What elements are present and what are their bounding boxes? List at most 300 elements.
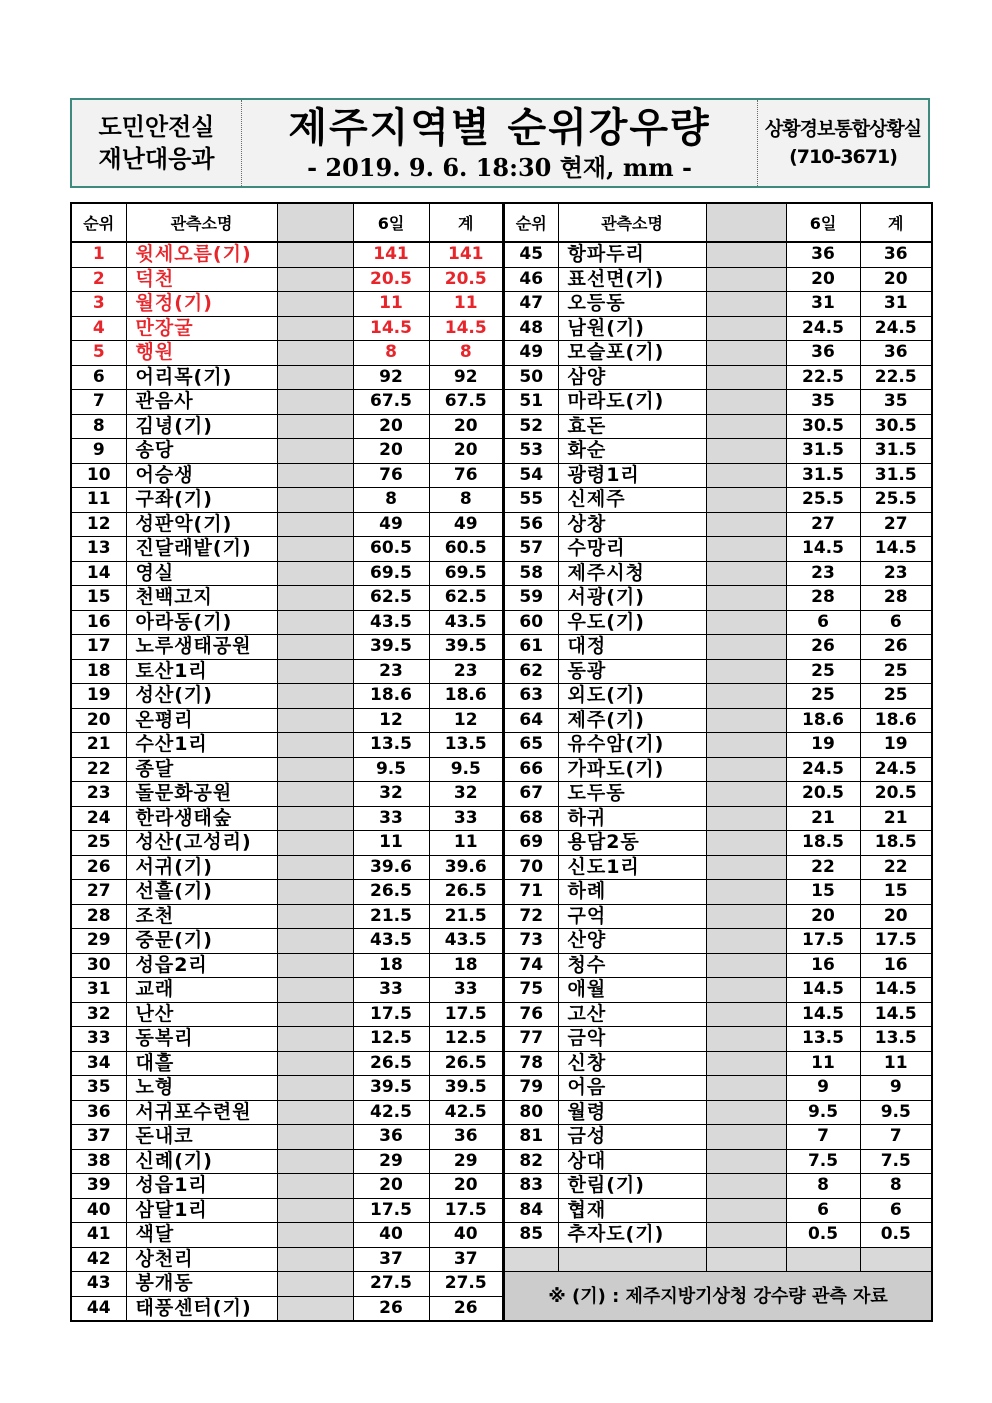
blank-cell	[277, 1027, 353, 1052]
office-name: 상황경보통합상황실	[764, 118, 922, 140]
total-rainfall-cell: 26	[860, 635, 932, 660]
total-header: 계	[429, 203, 503, 242]
table-row	[71, 610, 503, 635]
blank-cell	[706, 365, 786, 390]
day-rainfall-cell: 18.6	[786, 708, 860, 733]
station-name-cell: 색달	[126, 1223, 277, 1248]
table-row	[71, 586, 503, 611]
total-rainfall-cell: 18.5	[860, 831, 932, 856]
station-name-cell: 진달래밭(기)	[126, 537, 277, 562]
rank-cell: 29	[71, 929, 126, 954]
rank-cell: 1	[71, 242, 126, 267]
rank-cell: 49	[504, 341, 558, 366]
station-name-cell: 영실	[126, 561, 277, 586]
rank-cell: 81	[504, 1125, 558, 1150]
table-row	[504, 1149, 932, 1174]
station-name-cell: 효돈	[558, 414, 706, 439]
total-rainfall-cell: 31.5	[860, 439, 932, 464]
day-rainfall-cell: 7.5	[786, 1149, 860, 1174]
station-name-cell: 돈내코	[126, 1125, 277, 1150]
table-row	[71, 561, 503, 586]
day-rainfall-cell: 36	[786, 341, 860, 366]
rank-cell: 35	[71, 1076, 126, 1101]
total-rainfall-cell: 23	[860, 561, 932, 586]
table-row	[71, 1125, 503, 1150]
blank-cell	[277, 855, 353, 880]
day-rainfall-cell: 21.5	[353, 904, 429, 929]
station-name-cell: 관음사	[126, 390, 277, 415]
station-name-cell: 모슬포(기)	[558, 341, 706, 366]
station-name-cell: 성산(고성리)	[126, 831, 277, 856]
blank-cell	[277, 1002, 353, 1027]
station-name-cell: 월정(기)	[126, 292, 277, 317]
station-name-cell: 한라생태숲	[126, 806, 277, 831]
station-name-cell: 토산1리	[126, 659, 277, 684]
blank-cell	[277, 953, 353, 978]
day-rainfall-cell: 20	[353, 414, 429, 439]
table-row	[71, 1027, 503, 1052]
total-rainfall-cell: 43.5	[429, 929, 503, 954]
total-rainfall-cell: 30.5	[860, 414, 932, 439]
table-row	[71, 806, 503, 831]
total-rainfall-cell: 6	[860, 1198, 932, 1223]
rank-cell: 80	[504, 1100, 558, 1125]
total-rainfall-cell: 67.5	[429, 390, 503, 415]
table-row	[71, 757, 503, 782]
blank-cell	[277, 414, 353, 439]
station-name-cell: 김녕(기)	[126, 414, 277, 439]
total-rainfall-cell: 20.5	[860, 782, 932, 807]
rank-header: 순위	[504, 203, 558, 242]
day-rainfall-cell: 6	[786, 1198, 860, 1223]
station-name-cell: 동복리	[126, 1027, 277, 1052]
table-row	[71, 831, 503, 856]
day-rainfall-cell: 19	[786, 733, 860, 758]
rank-cell: 40	[71, 1198, 126, 1223]
day-rainfall-cell: 26.5	[353, 880, 429, 905]
day-rainfall-cell: 9.5	[353, 757, 429, 782]
station-name-cell: 노형	[126, 1076, 277, 1101]
day-rainfall-cell: 14.5	[786, 1002, 860, 1027]
table-row	[71, 488, 503, 513]
day-rainfall-cell: 13.5	[353, 733, 429, 758]
rank-cell: 19	[71, 684, 126, 709]
table-row	[71, 316, 503, 341]
day-rainfall-cell: 42.5	[353, 1100, 429, 1125]
rank-cell: 74	[504, 953, 558, 978]
rank-cell: 33	[71, 1027, 126, 1052]
station-name-cell: 월령	[558, 1100, 706, 1125]
total-rainfall-cell: 24.5	[860, 316, 932, 341]
station-name-cell: 상대	[558, 1149, 706, 1174]
blank-cell	[706, 242, 786, 267]
station-name-cell: 화순	[558, 439, 706, 464]
rank-cell: 8	[71, 414, 126, 439]
blank-cell	[706, 904, 786, 929]
total-rainfall-cell: 14.5	[860, 537, 932, 562]
blank-cell	[277, 978, 353, 1003]
blank-cell	[277, 390, 353, 415]
table-row	[71, 708, 503, 733]
station-name-cell: 청수	[558, 953, 706, 978]
blank-cell	[277, 242, 353, 267]
blank-cell	[277, 586, 353, 611]
rank-cell: 79	[504, 1076, 558, 1101]
table-row	[71, 782, 503, 807]
day-rainfall-cell: 20.5	[786, 782, 860, 807]
rank-cell: 37	[71, 1125, 126, 1150]
table-row	[71, 953, 503, 978]
table-row	[71, 463, 503, 488]
table-row	[504, 488, 932, 513]
total-rainfall-cell: 6	[860, 610, 932, 635]
day-rainfall-cell: 27.5	[353, 1272, 429, 1297]
total-rainfall-cell: 28	[860, 586, 932, 611]
table-row	[504, 1076, 932, 1101]
table-row	[504, 316, 932, 341]
blank-cell	[706, 1174, 786, 1199]
day-rainfall-cell: 33	[353, 978, 429, 1003]
rank-cell: 34	[71, 1051, 126, 1076]
rank-cell: 64	[504, 708, 558, 733]
station-name-cell: 서귀(기)	[126, 855, 277, 880]
rank-cell: 47	[504, 292, 558, 317]
station-name-cell: 아라동(기)	[126, 610, 277, 635]
table-row	[71, 1002, 503, 1027]
table-row	[71, 414, 503, 439]
day-rainfall-cell: 69.5	[353, 561, 429, 586]
blank-header	[277, 203, 353, 242]
rank-cell: 84	[504, 1198, 558, 1223]
table-row	[504, 1125, 932, 1150]
department-line-1: 도민안전실	[98, 113, 215, 141]
blank-cell	[706, 1027, 786, 1052]
rank-cell: 9	[71, 439, 126, 464]
table-row	[504, 635, 932, 660]
station-name-cell: 구억	[558, 904, 706, 929]
total-rainfall-cell: 62.5	[429, 586, 503, 611]
blank-cell	[706, 684, 786, 709]
total-rainfall-cell: 20	[429, 414, 503, 439]
total-rainfall-cell: 8	[860, 1174, 932, 1199]
blank-cell	[706, 953, 786, 978]
table-row	[71, 1296, 503, 1321]
day-header: 6일	[786, 203, 860, 242]
day-rainfall-cell: 32	[353, 782, 429, 807]
table-row	[71, 880, 503, 905]
total-header: 계	[860, 203, 932, 242]
station-name-cell: 돌문화공원	[126, 782, 277, 807]
footnote: ※ (기) : 제주지방기상청 강수량 관측 자료	[504, 1272, 932, 1322]
table-row	[504, 610, 932, 635]
blank-row	[504, 1247, 932, 1272]
station-name-cell: 성읍1리	[126, 1174, 277, 1199]
day-rainfall-cell: 25.5	[786, 488, 860, 513]
total-rainfall-cell: 33	[429, 978, 503, 1003]
day-rainfall-cell: 18.5	[786, 831, 860, 856]
station-name-cell: 광령1리	[558, 463, 706, 488]
total-rainfall-cell: 8	[429, 488, 503, 513]
day-rainfall-cell: 20	[786, 267, 860, 292]
total-rainfall-cell: 18.6	[860, 708, 932, 733]
table-row	[71, 855, 503, 880]
blank-cell	[277, 1125, 353, 1150]
blank-cell	[706, 1198, 786, 1223]
rank-cell: 54	[504, 463, 558, 488]
blank-cell	[277, 488, 353, 513]
station-name-cell: 산양	[558, 929, 706, 954]
table-row	[504, 757, 932, 782]
rank-cell: 42	[71, 1247, 126, 1272]
total-rainfall-cell: 14.5	[860, 978, 932, 1003]
table-body-left	[71, 242, 503, 1321]
rank-cell: 60	[504, 610, 558, 635]
blank-cell	[706, 1247, 786, 1272]
total-rainfall-cell: 32	[429, 782, 503, 807]
station-name-cell: 교래	[126, 978, 277, 1003]
blank-cell	[277, 292, 353, 317]
station-name-cell: 천백고지	[126, 586, 277, 611]
rank-cell: 26	[71, 855, 126, 880]
blank-cell	[706, 635, 786, 660]
total-rainfall-cell: 40	[429, 1223, 503, 1248]
table-row	[504, 439, 932, 464]
station-header: 관측소명	[558, 203, 706, 242]
day-rainfall-cell: 20	[353, 1174, 429, 1199]
rank-cell: 45	[504, 242, 558, 267]
rank-cell: 22	[71, 757, 126, 782]
blank-cell	[277, 1272, 353, 1297]
total-rainfall-cell: 25.5	[860, 488, 932, 513]
rank-cell: 4	[71, 316, 126, 341]
blank-cell	[277, 782, 353, 807]
table-row	[504, 904, 932, 929]
blank-cell	[706, 292, 786, 317]
total-rainfall-cell: 69.5	[429, 561, 503, 586]
rank-cell: 59	[504, 586, 558, 611]
rank-cell: 12	[71, 512, 126, 537]
rank-cell: 82	[504, 1149, 558, 1174]
table-row	[71, 390, 503, 415]
day-rainfall-cell: 39.5	[353, 1076, 429, 1101]
blank-cell	[706, 659, 786, 684]
total-rainfall-cell: 8	[429, 341, 503, 366]
blank-cell	[277, 316, 353, 341]
total-rainfall-cell: 0.5	[860, 1223, 932, 1248]
day-rainfall-cell: 23	[353, 659, 429, 684]
station-name-cell: 중문(기)	[126, 929, 277, 954]
total-rainfall-cell: 21	[860, 806, 932, 831]
rank-cell: 48	[504, 316, 558, 341]
rank-cell: 56	[504, 512, 558, 537]
rank-cell: 55	[504, 488, 558, 513]
total-rainfall-cell: 9	[860, 1076, 932, 1101]
total-rainfall-cell: 31.5	[860, 463, 932, 488]
table-row	[504, 1051, 932, 1076]
rank-cell: 73	[504, 929, 558, 954]
day-rainfall-cell: 6	[786, 610, 860, 635]
blank-cell	[706, 610, 786, 635]
blank-cell	[277, 1174, 353, 1199]
phone-number: (710-3671)	[789, 146, 897, 168]
total-rainfall-cell: 20	[860, 267, 932, 292]
day-rainfall-cell: 22	[786, 855, 860, 880]
station-name-cell: 노루생태공원	[126, 635, 277, 660]
blank-cell	[277, 904, 353, 929]
day-rainfall-cell: 40	[353, 1223, 429, 1248]
day-rainfall-cell: 37	[353, 1247, 429, 1272]
total-rainfall-cell: 25	[860, 659, 932, 684]
total-rainfall-cell: 76	[429, 463, 503, 488]
station-name-cell: 금악	[558, 1027, 706, 1052]
station-name-cell: 상천리	[126, 1247, 277, 1272]
rank-cell: 38	[71, 1149, 126, 1174]
day-rainfall-cell: 8	[786, 1174, 860, 1199]
day-rainfall-cell: 35	[786, 390, 860, 415]
day-rainfall-cell: 31.5	[786, 439, 860, 464]
total-rainfall-cell: 22.5	[860, 365, 932, 390]
station-name-cell: 하귀	[558, 806, 706, 831]
table-row	[504, 1223, 932, 1248]
total-rainfall-cell: 17.5	[860, 929, 932, 954]
total-rainfall-cell: 13.5	[429, 733, 503, 758]
station-name-cell: 마라도(기)	[558, 390, 706, 415]
table-row	[504, 292, 932, 317]
table-row	[504, 365, 932, 390]
station-name-cell: 삼양	[558, 365, 706, 390]
blank-cell	[277, 1296, 353, 1321]
day-rainfall-cell: 22.5	[786, 365, 860, 390]
blank-cell	[277, 806, 353, 831]
station-name-cell: 태풍센터(기)	[126, 1296, 277, 1321]
table-row	[71, 1223, 503, 1248]
day-rainfall-cell: 13.5	[786, 1027, 860, 1052]
table-row	[504, 782, 932, 807]
station-name-cell: 우도(기)	[558, 610, 706, 635]
rank-cell: 65	[504, 733, 558, 758]
day-rainfall-cell: 14.5	[353, 316, 429, 341]
day-rainfall-cell: 11	[353, 831, 429, 856]
rank-cell: 39	[71, 1174, 126, 1199]
day-rainfall-cell: 17.5	[786, 929, 860, 954]
rank-cell: 72	[504, 904, 558, 929]
rank-cell: 61	[504, 635, 558, 660]
total-rainfall-cell: 39.5	[429, 635, 503, 660]
total-rainfall-cell: 39.6	[429, 855, 503, 880]
blank-cell	[706, 390, 786, 415]
day-rainfall-cell: 141	[353, 242, 429, 267]
station-name-cell: 성읍2리	[126, 953, 277, 978]
table-row	[71, 267, 503, 292]
day-rainfall-cell: 17.5	[353, 1198, 429, 1223]
station-name-cell: 하례	[558, 880, 706, 905]
rank-cell: 78	[504, 1051, 558, 1076]
blank-cell	[277, 1223, 353, 1248]
day-rainfall-cell: 36	[786, 242, 860, 267]
total-rainfall-cell: 18.6	[429, 684, 503, 709]
table-row	[504, 1198, 932, 1223]
blank-cell	[706, 267, 786, 292]
rank-cell: 31	[71, 978, 126, 1003]
total-rainfall-cell: 42.5	[429, 1100, 503, 1125]
rank-cell: 53	[504, 439, 558, 464]
blank-cell	[277, 1076, 353, 1101]
blank-cell	[706, 316, 786, 341]
day-rainfall-cell: 25	[786, 684, 860, 709]
blank-cell	[706, 537, 786, 562]
table-row	[71, 635, 503, 660]
blank-cell	[706, 1002, 786, 1027]
blank-cell	[706, 782, 786, 807]
station-name-cell: 수망리	[558, 537, 706, 562]
blank-cell	[277, 659, 353, 684]
total-rainfall-cell: 33	[429, 806, 503, 831]
table-row	[504, 684, 932, 709]
day-rainfall-cell: 11	[353, 292, 429, 317]
table-row	[504, 1027, 932, 1052]
blank-cell	[504, 1247, 558, 1272]
station-name-cell: 제주(기)	[558, 708, 706, 733]
total-rainfall-cell: 15	[860, 880, 932, 905]
blank-cell	[706, 855, 786, 880]
rank-cell: 46	[504, 267, 558, 292]
table-row	[504, 341, 932, 366]
total-rainfall-cell: 39.5	[429, 1076, 503, 1101]
day-rainfall-cell: 8	[353, 341, 429, 366]
station-name-cell: 종달	[126, 757, 277, 782]
rank-cell: 5	[71, 341, 126, 366]
blank-cell	[277, 831, 353, 856]
table-row	[504, 390, 932, 415]
day-rainfall-cell: 12	[353, 708, 429, 733]
total-rainfall-cell: 36	[860, 242, 932, 267]
day-rainfall-cell: 33	[353, 806, 429, 831]
station-name-cell: 상창	[558, 512, 706, 537]
station-name-cell: 대흘	[126, 1051, 277, 1076]
rank-cell: 50	[504, 365, 558, 390]
table-row	[504, 1100, 932, 1125]
blank-cell	[277, 1100, 353, 1125]
table-row	[71, 1247, 503, 1272]
day-header: 6일	[353, 203, 429, 242]
table-row	[504, 561, 932, 586]
total-rainfall-cell: 17.5	[429, 1198, 503, 1223]
blank-cell	[706, 757, 786, 782]
station-name-cell: 봉개동	[126, 1272, 277, 1297]
station-name-cell: 외도(기)	[558, 684, 706, 709]
blank-cell	[706, 831, 786, 856]
day-rainfall-cell: 92	[353, 365, 429, 390]
station-name-cell: 신창	[558, 1051, 706, 1076]
total-rainfall-cell: 26.5	[429, 1051, 503, 1076]
table-body-right	[504, 242, 932, 1321]
total-rainfall-cell: 29	[429, 1149, 503, 1174]
blank-cell	[277, 1198, 353, 1223]
blank-cell	[277, 757, 353, 782]
total-rainfall-cell: 36	[429, 1125, 503, 1150]
total-rainfall-cell: 7.5	[860, 1149, 932, 1174]
day-rainfall-cell: 26	[786, 635, 860, 660]
day-rainfall-cell: 30.5	[786, 414, 860, 439]
rank-cell: 44	[71, 1296, 126, 1321]
total-rainfall-cell: 22	[860, 855, 932, 880]
table-row	[71, 978, 503, 1003]
blank-cell	[277, 512, 353, 537]
station-name-cell: 성판악(기)	[126, 512, 277, 537]
table-row	[504, 414, 932, 439]
station-name-cell: 덕천	[126, 267, 277, 292]
blank-cell	[706, 708, 786, 733]
